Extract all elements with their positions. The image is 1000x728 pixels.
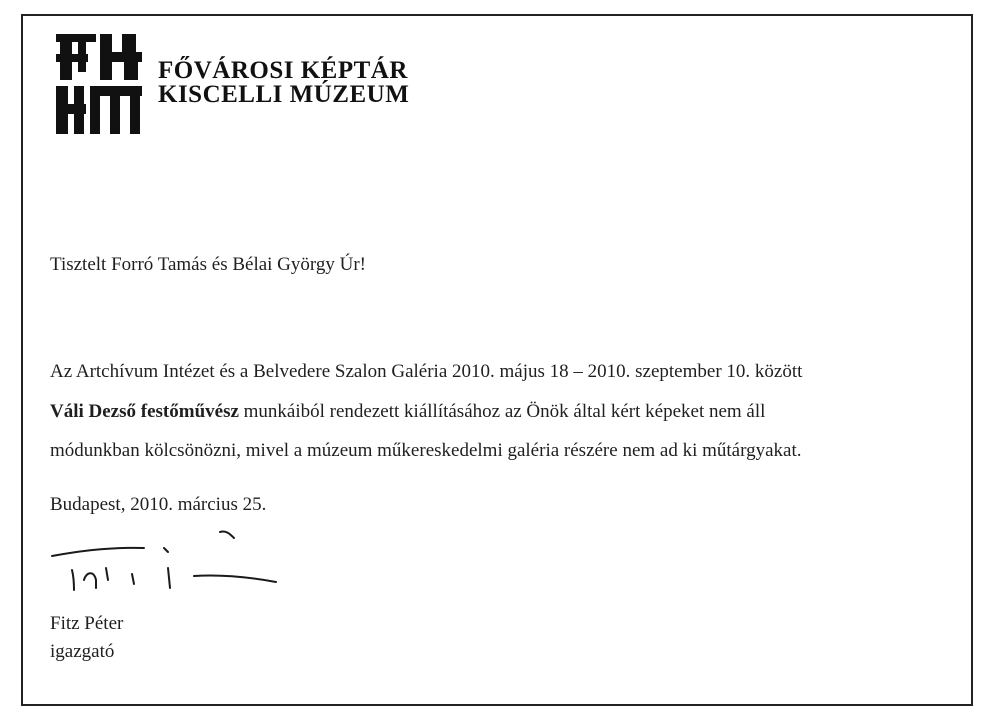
place-date: Budapest, 2010. március 25. xyxy=(50,494,267,515)
signer-block xyxy=(50,610,123,666)
letterhead-line-2: KISCELLI MÚZEUM xyxy=(158,81,410,108)
letterhead-line-1: FŐVÁROSI KÉPTÁR xyxy=(158,57,408,84)
letterhead-title xyxy=(158,59,409,107)
artist-name: Váli Dezső festőművész xyxy=(50,400,239,422)
fkm-logo-icon xyxy=(56,34,142,134)
letter-body xyxy=(50,352,802,471)
body-line-3: módunkban kölcsönözni, mivel a múzeum műkereskedelmi galéria részére nem ad ki műtárgyakat. xyxy=(50,440,802,461)
body-line-2 xyxy=(50,392,802,432)
signer-title: igazgató xyxy=(50,641,115,662)
salutation: Tisztelt Forró Tamás és Bélai György Úr! xyxy=(50,254,367,275)
body-line-2-rest: munkáiból rendezett kiállításához az Önök által kért képeket nem áll xyxy=(238,400,766,422)
signer-name: Fitz Péter xyxy=(50,613,124,634)
body-line-1: Az Artchívum Intézet és a Belvedere Szalon Galéria 2010. május 18 – 2010. szeptember 10. között xyxy=(50,361,803,382)
handwritten-signature xyxy=(44,528,294,598)
